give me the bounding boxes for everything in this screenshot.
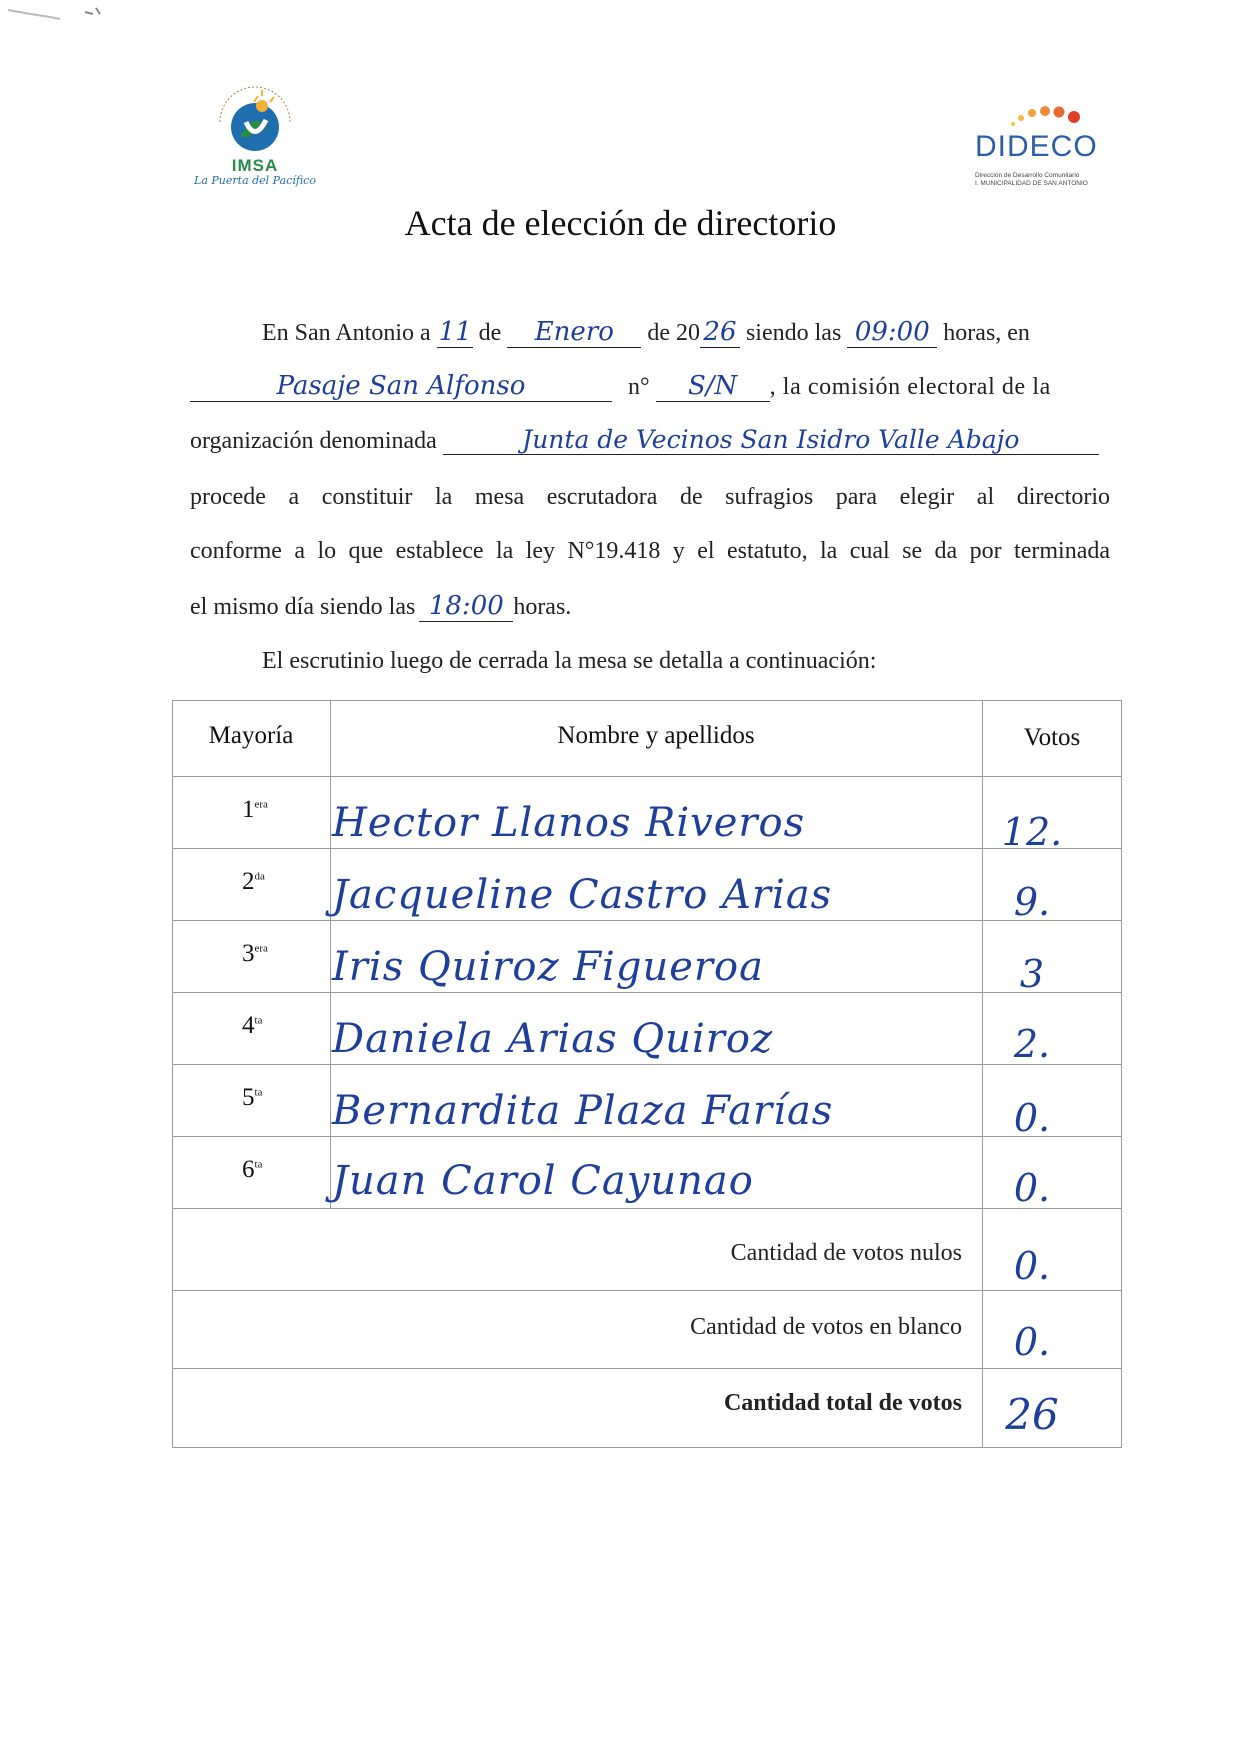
imsa-logo-tagline: La Puerta del Pacífico [194,174,316,187]
row-4-rank: $4^{ta}$ [242,1012,263,1039]
row-2-name: Jacqueline Castro Arias [332,872,833,918]
intro-line-5: conforme a lo que establece la ley N°19.418 y el estatuto, la cual se da por terminada [190,538,1110,564]
dideco-logo [975,104,1110,188]
row-1-rank: $1^{era}$ [242,796,268,823]
intro-line-2 [190,372,1051,402]
street-field: Pasaje San Alfonso [190,372,612,402]
row-5-votes: 0. [1013,1096,1051,1140]
scan-artifact [0,0,140,30]
row-3-name: Iris Quiroz Figueroa [332,944,764,990]
text-year-prefix: de 20 [647,320,700,346]
header-rank: Mayoría [208,722,294,749]
dideco-logo-municipality: I. MUNICIPALIDAD DE SAN ANTONIO [975,180,1088,187]
total-votes-label: Cantidad total de votos [723,1390,962,1416]
imsa-logo [190,82,320,192]
blank-votes-label: Cantidad de votos en blanco [690,1314,962,1340]
row-5-rank: $5^{ta}$ [242,1084,263,1111]
text-siendo: siendo las [745,320,842,346]
results-table [172,700,1122,1448]
row-6-rank: $6^{ta}$ [242,1156,263,1183]
imsa-emblem-icon [210,82,300,160]
start-time-field: 09:00 [847,318,937,348]
intro-line-6 [190,592,571,622]
text-mismo-dia: el mismo día siendo las [190,594,416,620]
month-field: Enero [507,318,641,348]
dideco-logo-subtitle: Dirección de Desarrollo Comunitario [975,172,1080,179]
text-de: de [478,320,502,346]
row-1-name: Hector Llanos Riveros [332,800,806,846]
imsa-logo-name: IMSA [231,156,279,175]
row-1-votes: 12. [1001,810,1063,854]
row-6-name: Juan Carol Cayunao [332,1158,754,1204]
row-4-votes: 2. [1013,1022,1051,1066]
row-2-votes: 9. [1013,880,1051,924]
intro-line-7: El escrutinio luego de cerrada la mesa se detalla a continuación: [262,648,877,674]
row-3-votes: 3 [1019,952,1045,996]
end-time-field: 18:00 [419,592,513,622]
text-comision: , la comisión electoral de la [769,374,1051,400]
row-3-rank: $3^{era}$ [242,940,268,967]
intro-line-1 [262,318,1030,348]
number-field: S/N [656,372,770,402]
blank-votes-value: 0. [1013,1320,1051,1364]
year-field: 26 [700,318,740,348]
number-label: n° [628,374,650,400]
text-city: En San Antonio a [262,320,431,346]
null-votes-value: 0. [1013,1244,1051,1288]
total-votes-value: 26 [1005,1390,1059,1439]
day-field: 11 [438,317,472,347]
row-2-rank: $2^{da}$ [242,868,265,895]
org-name-field: Junta de Vecinos San Isidro Valle Abajo [443,426,1099,455]
row-6-votes: 0. [1013,1166,1051,1210]
row-4-name: Daniela Arias Quiroz [332,1016,774,1062]
header-name: Nombre y apellidos [557,722,755,749]
header-votes: Votos [1023,724,1081,751]
intro-line-4: procede a constituir la mesa escrutadora de sufragios para elegir al directorio [190,484,1110,510]
dideco-logo-name: DIDECO [975,130,1098,163]
row-5-name: Bernardita Plaza Farías [332,1088,834,1134]
text-horas: horas. [513,594,572,620]
document-title: Acta de elección de directorio [404,203,837,243]
text-horas-en: horas, en [943,320,1030,346]
intro-line-3 [190,426,1099,455]
null-votes-label: Cantidad de votos nulos [730,1240,962,1266]
org-label: organización denominada [190,428,437,454]
